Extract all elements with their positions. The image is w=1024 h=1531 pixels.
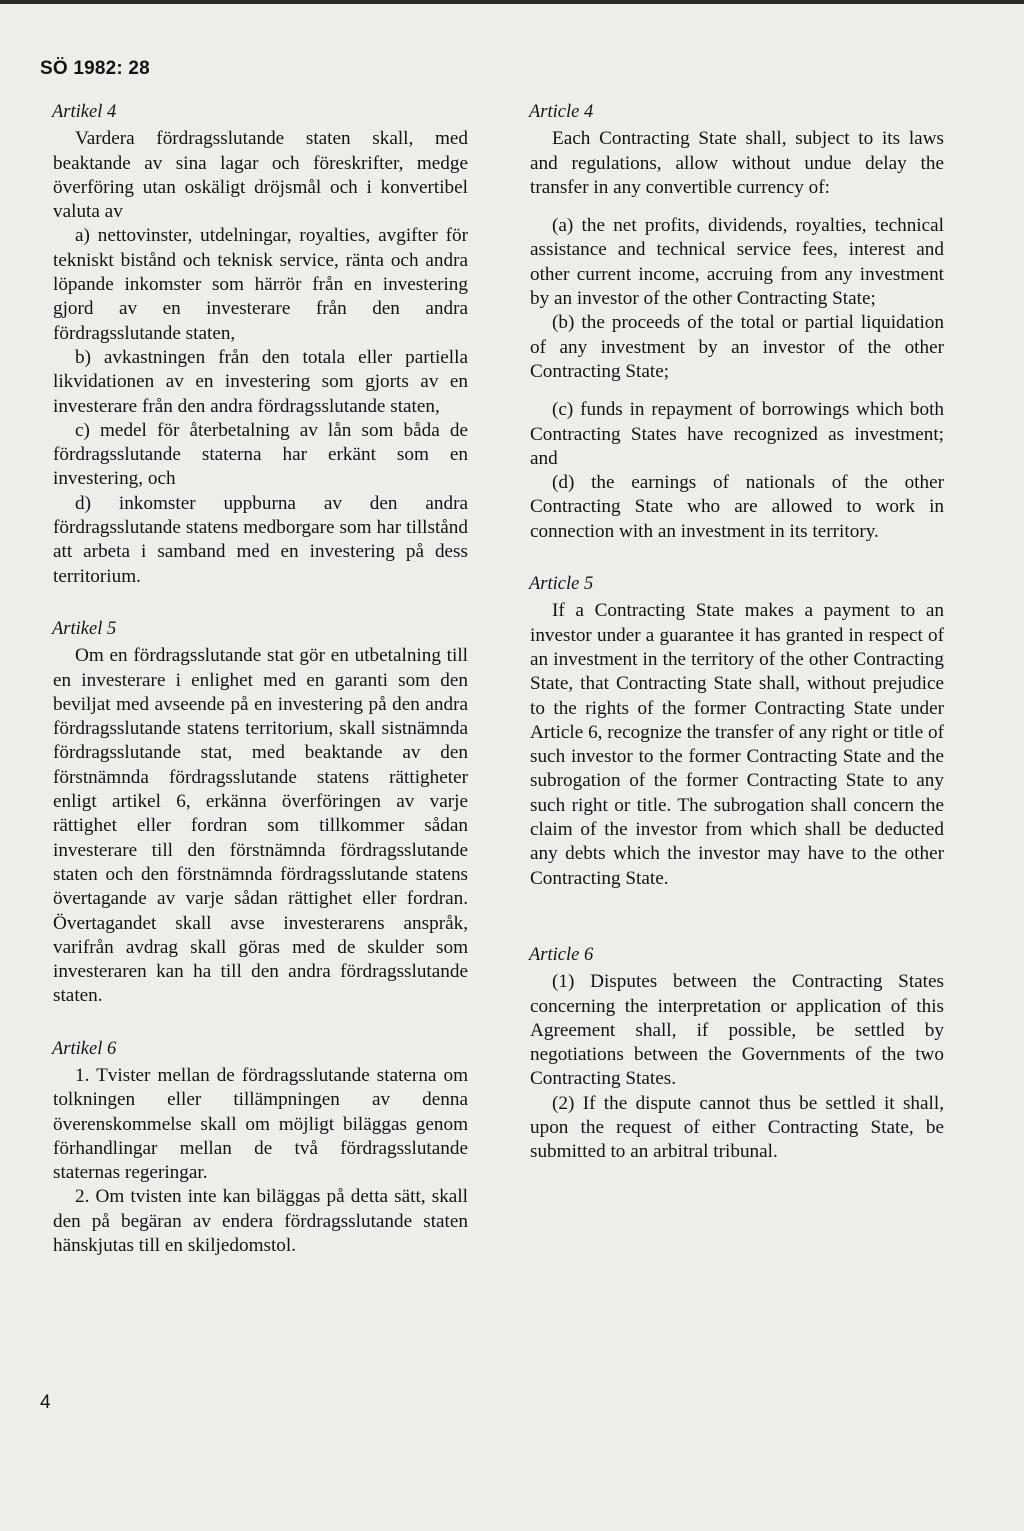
scan-edge (0, 0, 1024, 4)
english-column (530, 100, 944, 1165)
page-number: 4 (40, 1392, 51, 1413)
article-4-item-d-sv: d) inkomster uppburna av den andra fördragsslutande statens medborgare som har tillstånd att arbeta i samband med en investering på dess territorium. (53, 492, 468, 587)
spacer (53, 589, 468, 617)
spacer (530, 384, 944, 398)
article-5-text-sv: Om en fördragsslutande stat gör en utbetalning till en investerare i enlighet med en garanti som den beviljat med avseende på en investering på den andra fördragsslutande statens territorium, skall sistnämnda fördragsslutande stat, med beaktande av den förstnämnda fördragsslutande statens rättigheter enligt artikel 6, erkänna överföringen av varje rättighet eller fordran som tillkommer sådan investerare till den förstnämnda fördragsslutande staten och den förstnämnda fördragsslutande statens övertagande av varje sådan rättighet eller fordran. Övertagandet skall avse investerarens anspråk, varifrån avdrag skall göras med de skulder som investeraren kan ha till den andra fördragsslutande staten. (53, 645, 468, 1007)
article-6-para-2-sv: 2. Om tvisten inte kan biläggas på detta sätt, skall den på begäran av endera fördragsslutande staten hänskjutas till en skiljedomstol. (53, 1186, 468, 1257)
article-6-para-1-en: (1) Disputes between the Contracting States concerning the interpretation or application of this Agreement shall, if possible, be settled by negotiations between the Governments of the two Contracting States. (530, 971, 944, 1090)
article-4-heading-sv: Artikel 4 (52, 102, 117, 122)
article-5-heading-sv: Artikel 5 (52, 618, 117, 639)
article-4-item-c-en: (c) funds in repayment of borrowings which both Contracting States have recognized as investment; and (530, 399, 944, 469)
article-4-item-b-sv: b) avkastningen från den totala eller partiella likvidationen av en investering som gjorts av en investerare från den andra fördragsslutande staten, (53, 346, 468, 417)
article-6-heading-sv: Artikel 6 (52, 1038, 117, 1059)
swedish-column (53, 100, 468, 1258)
article-4-intro-sv: Vardera fördragsslutande staten skall, med beaktande av sina lagar och föreskrifter, medge överföring utan oskäligt dröjsmål och i konvertibel valuta av (53, 128, 468, 223)
article-4-item-d-en: (d) the earnings of nationals of the other Contracting State who are allowed to work in connection with an investment in its territory. (530, 472, 944, 542)
article-5-heading-en: Article 5 (529, 574, 594, 595)
article-4-intro-en: Each Contracting State shall, subject to its laws and regulations, allow without undue delay the transfer in any convertible currency of: (530, 128, 944, 198)
article-4-item-a-sv: a) nettovinster, utdelningar, royalties, avgifter för tekniskt bistånd och teknisk service, ränta och andra löpande inkomster som härrör från en investering gjord av en investerare från den andra fördragsslutande staten, (53, 225, 468, 344)
article-6-heading-en: Article 6 (529, 944, 594, 965)
spacer (530, 544, 944, 572)
article-4-item-b-en: (b) the proceeds of the total or partial liquidation of any investment by an investor of the other Contracting State; (530, 312, 944, 382)
article-5-text-en: If a Contracting State makes a payment to an investor under a guarantee it has granted in respect of an investment in the territory of the other Contracting State, that Contracting State shall, without prejudice to the rights of the former Contracting State under Article 6, recognize the transfer of any right or title of such investor to the former Contracting State and the subrogation of the former Contracting State to any such right or title. The subrogation shall concern the claim of the investor from which shall be deducted any debts which the investor may have to the other Contracting State. (530, 600, 944, 889)
article-6-para-1-sv: 1. Tvister mellan de fördragsslutande staterna om tolkningen eller tillämpningen av denna överenskommelse skall om möjligt biläggas genom förhandlingar mellan de två fördragsslutande staternas regeringar. (53, 1064, 468, 1184)
spacer (530, 891, 944, 943)
spacer (53, 1009, 468, 1037)
article-4-heading-en: Article 4 (529, 102, 594, 122)
article-6-para-2-en: (2) If the dispute cannot thus be settled it shall, upon the request of either Contracting State, be submitted to an arbitral tribunal. (530, 1092, 944, 1163)
article-4-item-c-sv: c) medel för återbetalning av lån som båda de fördragsslutande staterna har erkänt som en investering, och (53, 419, 468, 490)
spacer (530, 200, 944, 214)
document-reference: SÖ 1982: 28 (40, 58, 150, 79)
article-4-item-a-en: (a) the net profits, dividends, royalties, technical assistance and technical service fees, interest and other current income, accruing from any investment by an investor of the other Contracting State; (530, 215, 944, 310)
